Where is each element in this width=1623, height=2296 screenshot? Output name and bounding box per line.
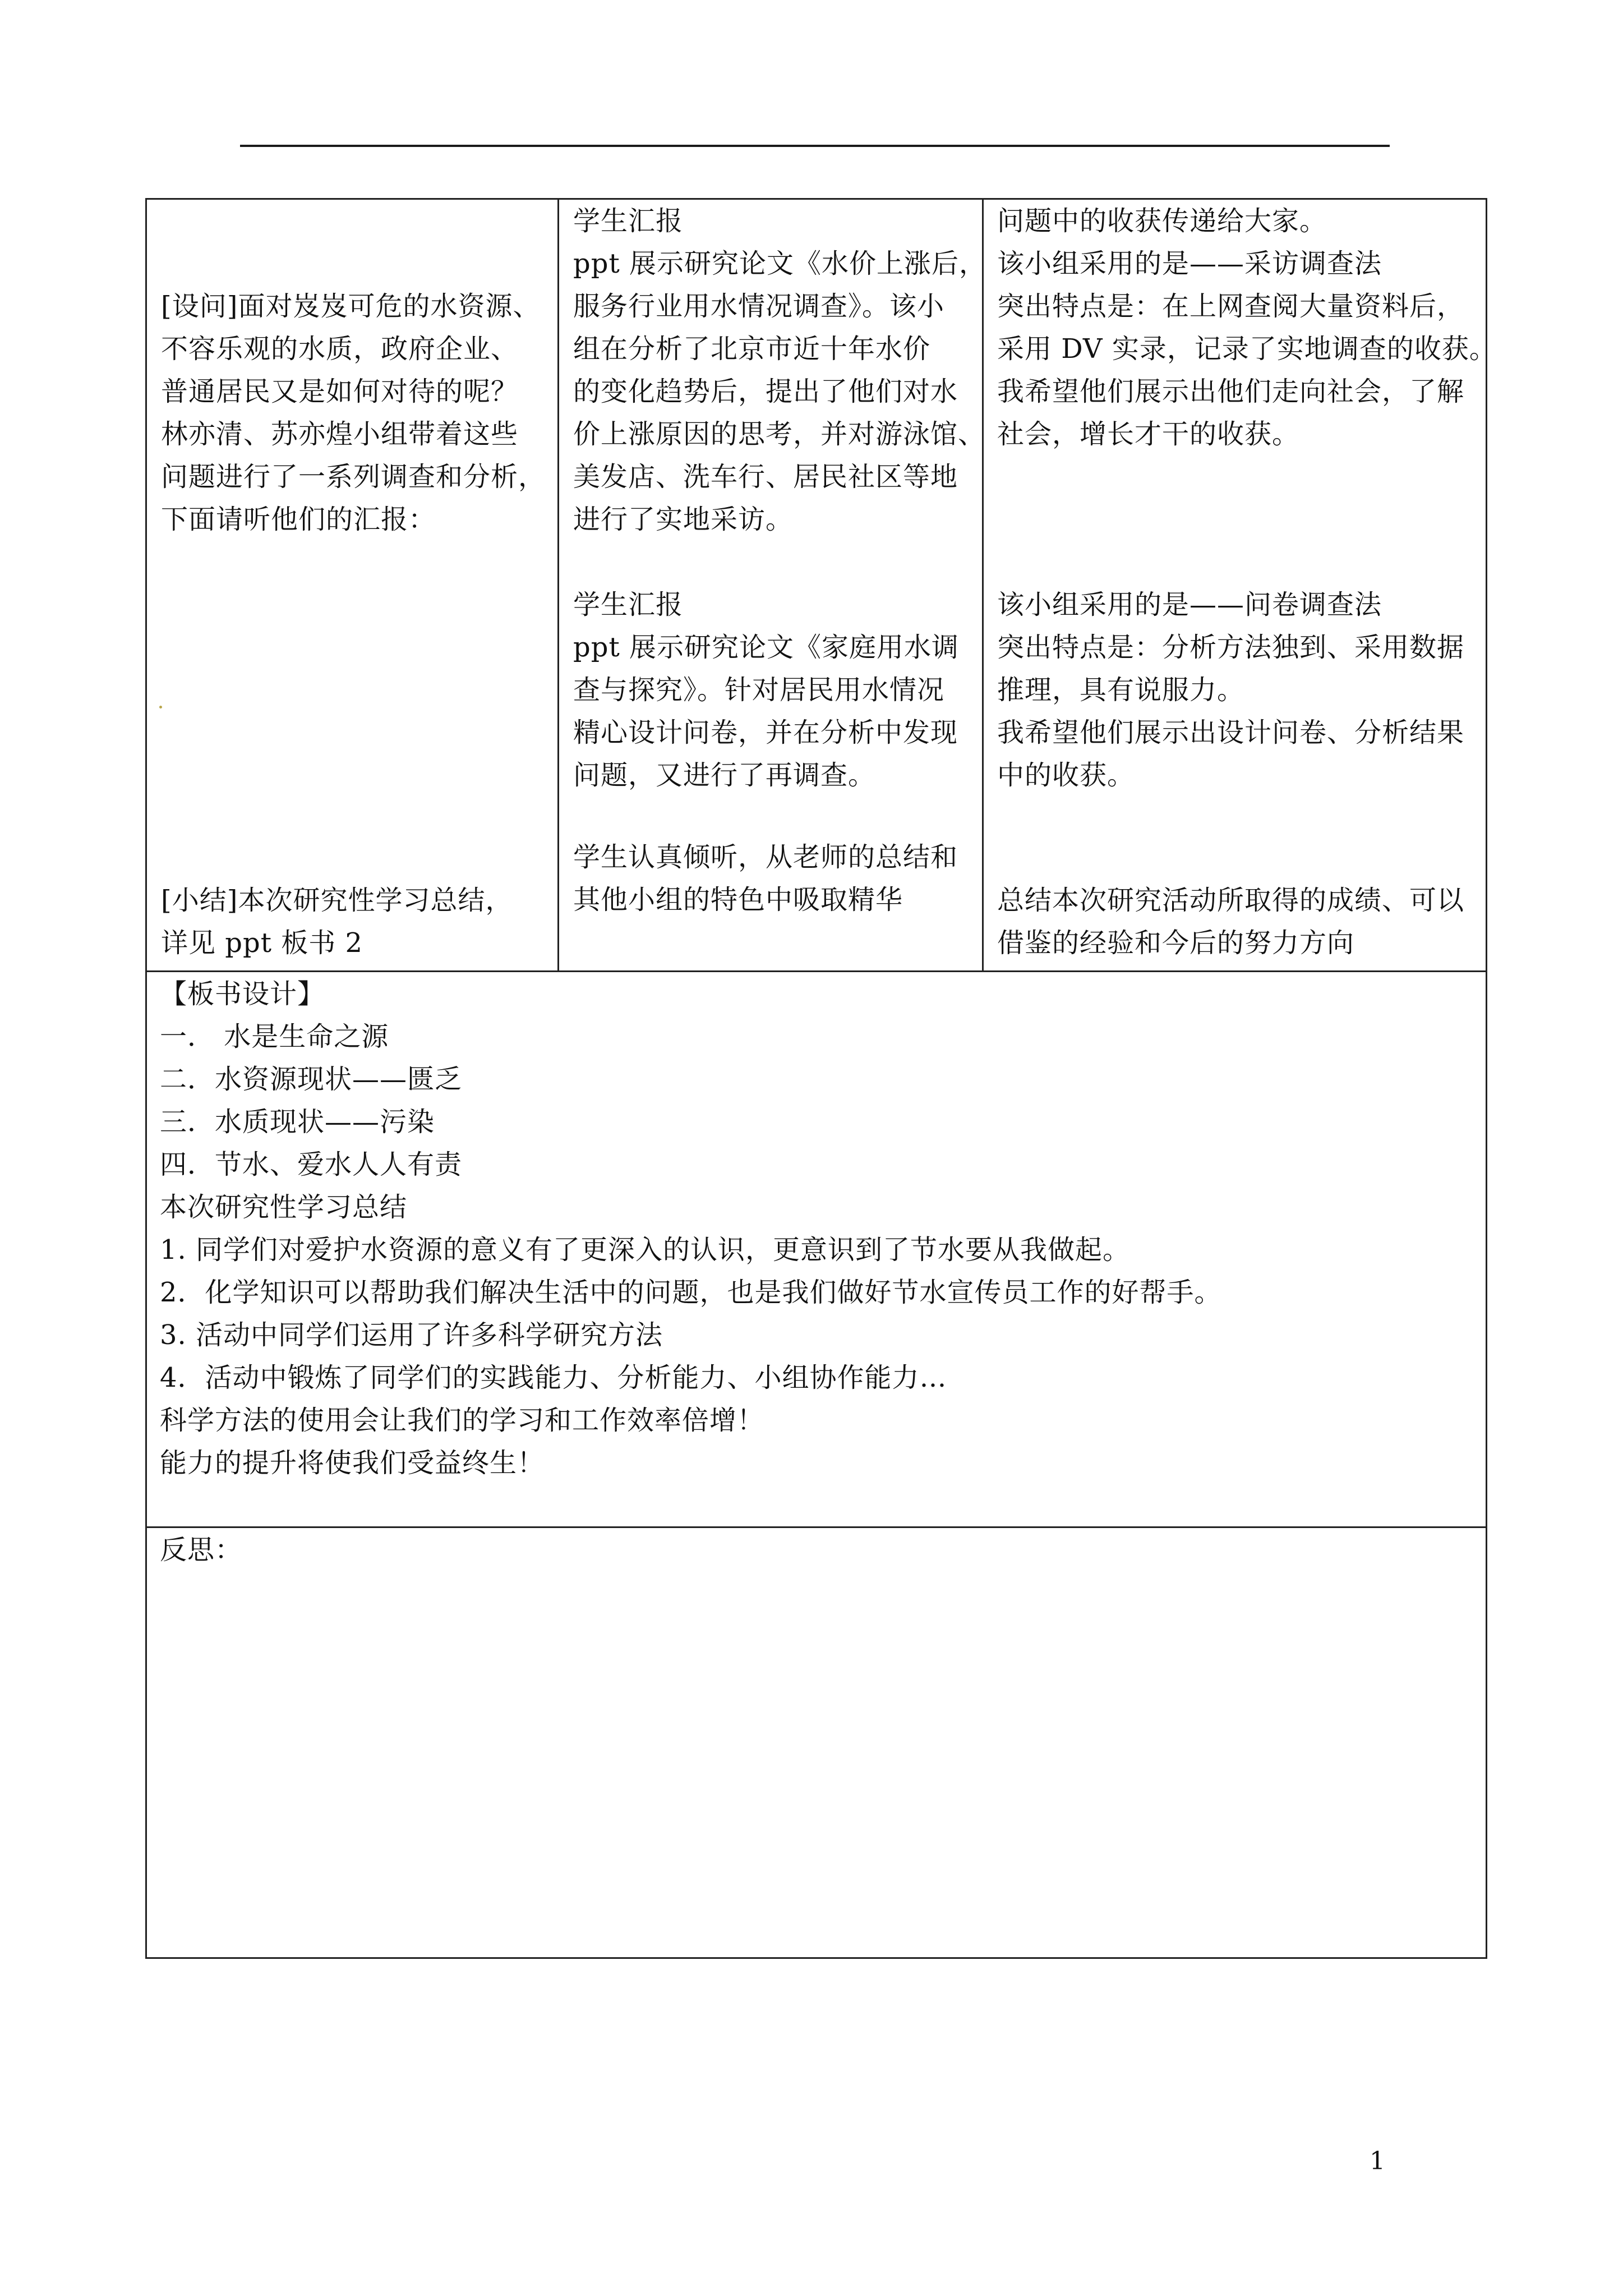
intent-line: 借鉴的经验和今后的努力方向	[997, 927, 1355, 959]
report2-line: ppt 展示研究论文《家庭用水调	[573, 632, 960, 663]
reflection-label: 反思：	[160, 1534, 243, 1566]
intent-line: 总结本次研究活动所取得的成绩、可以	[997, 885, 1465, 916]
teacher-text-line: 问题进行了一系列调查和分析，	[161, 461, 546, 493]
intent-line: 推理，具有说服力。	[997, 674, 1245, 706]
intent-line: 该小组采用的是——问卷调查法	[997, 589, 1382, 620]
row-divider-reflection	[145, 1526, 1487, 1528]
board-line: 2．化学知识可以帮助我们解决生活中的问题，也是我们做好节水宣传员工作的好帮手。	[160, 1277, 1222, 1308]
report2-line: 精心设计问卷，并在分析中发现	[573, 717, 958, 748]
listen-line: 学生认真倾听，从老师的总结和	[573, 841, 958, 873]
summary-text-line: [小结]本次研究性学习总结，	[161, 885, 513, 916]
intent-line: 中的收获。	[997, 760, 1135, 791]
board-line: 三．水质现状——污染	[160, 1106, 435, 1138]
intent-line: 我希望他们展示出他们走向社会，了解	[997, 376, 1465, 407]
board-line: 科学方法的使用会让我们的学习和工作效率倍增！	[160, 1405, 765, 1436]
teacher-text-line: 林亦清、苏亦煌小组带着这些	[161, 418, 519, 450]
intent-line: 该小组采用的是——采访调查法	[997, 248, 1382, 279]
summary-text-line: 详见 ppt 板书 2	[161, 927, 363, 959]
column-divider-1	[557, 198, 559, 971]
report1-line: 学生汇报	[573, 205, 684, 237]
intent-line: 问题中的收获传递给大家。	[997, 205, 1327, 237]
board-heading: 【板书设计】	[160, 978, 325, 1010]
header-rule	[240, 145, 1390, 147]
page-number: 1	[1370, 2147, 1385, 2175]
report1-line: 价上涨原因的思考，并对游泳馆、	[573, 418, 986, 450]
board-line: 二．水资源现状——匮乏	[160, 1064, 463, 1095]
board-line: 能力的提升将使我们受益终生！	[160, 1447, 545, 1479]
intent-line: 社会，增长才干的收获。	[997, 418, 1300, 450]
report2-line: 学生汇报	[573, 589, 684, 620]
board-line: 4．活动中锻炼了同学们的实践能力、分析能力、小组协作能力…	[160, 1362, 947, 1393]
report1-line: 组在分析了北京市近十年水价	[573, 333, 931, 365]
board-line: 1. 同学们对爱护水资源的意义有了更深入的认识，更意识到了节水要从我做起。	[160, 1234, 1131, 1266]
report1-line: 美发店、洗车行、居民社区等地	[573, 461, 958, 493]
teacher-text-line: 下面请听他们的汇报：	[161, 504, 436, 535]
row-divider-board	[145, 970, 1487, 972]
teacher-text-line: 不容乐观的水质，政府企业、	[161, 333, 519, 365]
report1-line: 进行了实地采访。	[573, 504, 794, 535]
report1-line: 的变化趋势后，提出了他们对水	[573, 376, 958, 407]
listen-line: 其他小组的特色中吸取精华	[573, 884, 903, 915]
board-line: 一． 水是生命之源	[160, 1021, 389, 1052]
intent-line: 突出特点是：分析方法独到、采用数据	[997, 632, 1465, 663]
teacher-text-line: 普通居民又是如何对待的呢？	[161, 376, 519, 407]
print-speck	[159, 706, 162, 708]
column-divider-2	[982, 198, 984, 971]
board-line: 四．节水、爱水人人有责	[160, 1149, 463, 1180]
intent-line: 突出特点是：在上网查阅大量资料后，	[997, 291, 1465, 322]
board-line: 3. 活动中同学们运用了许多科学研究方法	[160, 1319, 663, 1351]
report1-line: ppt 展示研究论文《水价上涨后，	[573, 248, 987, 279]
intent-line: 采用 DV 实录，记录了实地调查的收获。	[997, 333, 1497, 365]
intent-line: 我希望他们展示出设计问卷、分析结果	[997, 717, 1465, 748]
board-line: 本次研究性学习总结	[160, 1191, 408, 1223]
report1-line: 服务行业用水情况调查》。该小	[573, 291, 945, 322]
teacher-text-line: [设问]面对岌岌可危的水资源、	[161, 291, 541, 322]
report2-line: 查与探究》。针对居民用水情况	[573, 674, 945, 706]
report2-line: 问题，又进行了再调查。	[573, 760, 876, 791]
